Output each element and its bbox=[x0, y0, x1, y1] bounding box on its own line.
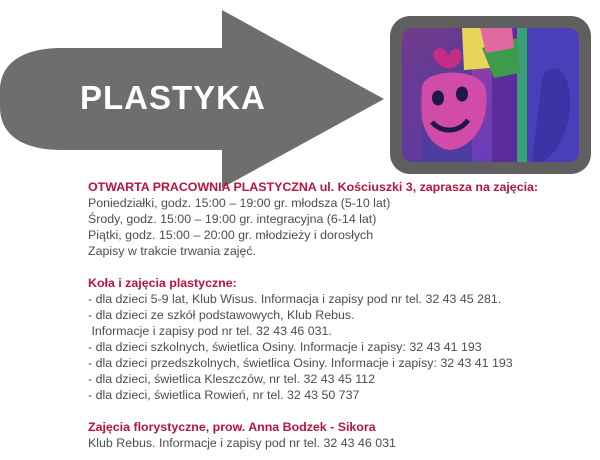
floristry-line: Klub Rebus. Informacje i zapisy pod nr tel. 32 43 46 031 bbox=[88, 436, 396, 450]
floristry-heading: Zajęcia florystyczne, prow. Anna Bodzek - Sikora bbox=[88, 420, 376, 434]
intro-heading: OTWARTA PRACOWNIA PLASTYCZNA bbox=[88, 180, 317, 194]
circles-line: - dla dzieci przedszkolnych, świetlica Osiny. Informacje i zapisy: 32 43 41 193 bbox=[88, 356, 513, 370]
intro-line: Piątki, godz. 15:00 – 20:00 gr. młodzieży i dorosłych bbox=[88, 228, 374, 242]
circles-heading: Koła i zajęcia plastyczne: bbox=[88, 276, 237, 290]
intro-line: Zapisy w trakcie trwania zajęć. bbox=[88, 244, 257, 258]
circles-line: Informacje i zapisy pod nr tel. 32 43 46 031. bbox=[88, 324, 332, 338]
childrens-painting-image bbox=[402, 28, 579, 162]
page-title: PLASTYKA bbox=[80, 79, 266, 116]
painting-frame bbox=[390, 16, 591, 174]
circles-line: - dla dzieci ze szkół podstawowych, Klub Rebus. bbox=[88, 308, 355, 322]
intro-address: ul. Kościuszki 3, zaprasza na zajęcia: bbox=[316, 180, 539, 194]
intro-line: Poniedziałki, godz. 15:00 – 19:00 gr. młodsza (5-10 lat) bbox=[88, 196, 391, 210]
intro-line: Środy, godz. 15:00 – 19:00 gr. integracyjna (6-14 lat) bbox=[88, 212, 377, 226]
circles-line: - dla dzieci, świetlica Kleszczów, nr tel. 32 43 45 112 bbox=[88, 372, 375, 386]
circles-line: - dla dzieci szkolnych, świetlica Osiny. Informacje i zapisy: 32 43 41 193 bbox=[88, 340, 482, 354]
intro-heading-line bbox=[88, 179, 593, 195]
circles-line: - dla dzieci 5-9 lat, Klub Wisus. Informacja i zapisy pod nr tel. 32 43 45 281. bbox=[88, 292, 502, 306]
info-text bbox=[88, 179, 593, 451]
circles-line: - dla dzieci, świetlica Rowień, nr tel. 32 43 50 737 bbox=[88, 388, 360, 402]
